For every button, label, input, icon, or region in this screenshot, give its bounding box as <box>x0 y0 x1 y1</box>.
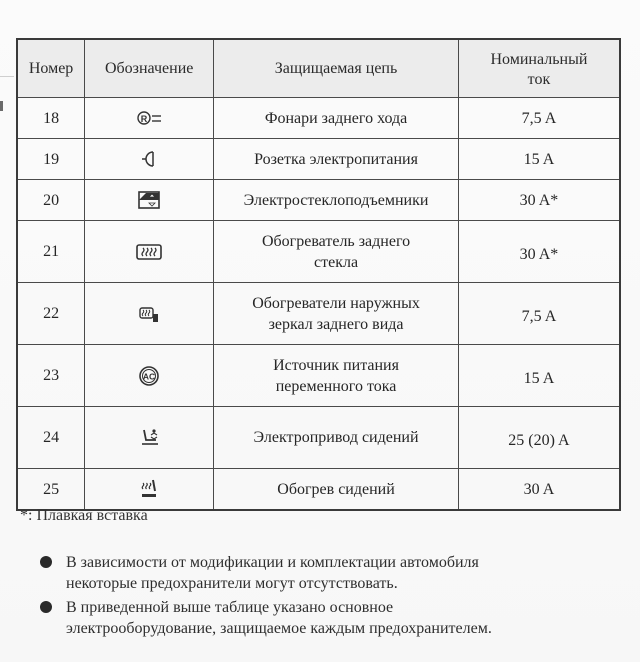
row-number: 20 <box>17 180 85 221</box>
fuse-table <box>16 38 621 511</box>
note-item <box>38 552 628 594</box>
row-number: 18 <box>17 98 85 139</box>
circuit-line1: Обогрев сидений <box>277 480 395 498</box>
footnote: *: Плавкая вставка <box>20 507 148 524</box>
circuit-line1: Фонари заднего хода <box>264 109 408 127</box>
rear-defroster-icon <box>134 240 164 264</box>
note-item <box>38 597 628 639</box>
circuit-line1: Розетка электропитания <box>254 150 418 168</box>
row-circuit <box>214 469 459 511</box>
row-circuit <box>214 345 459 407</box>
power-seat-icon <box>134 426 164 450</box>
svg-text:R: R <box>140 114 148 124</box>
note-line2: некоторые предохранители могут отсутствовать. <box>66 575 398 592</box>
table-row <box>17 180 620 221</box>
header-number: Номер <box>17 39 85 98</box>
row-circuit <box>214 283 459 345</box>
circuit-line2: стекла <box>314 253 359 271</box>
row-symbol <box>85 469 214 511</box>
seat-heater-icon <box>134 477 164 501</box>
table-row <box>17 407 620 469</box>
row-symbol <box>85 139 214 180</box>
header-current <box>458 39 620 98</box>
row-current: 15 A <box>458 139 620 180</box>
row-circuit <box>214 221 459 283</box>
row-current: 30 A* <box>458 221 620 283</box>
row-symbol <box>85 407 214 469</box>
row-current: 30 A* <box>458 180 620 221</box>
row-current: 30 A <box>458 469 620 511</box>
row-current: 7,5 A <box>458 283 620 345</box>
note-line1: В зависимости от модификации и комплектации автомобиля <box>66 554 479 571</box>
row-current: 7,5 A <box>458 98 620 139</box>
power-socket-icon <box>134 147 164 171</box>
row-symbol <box>85 221 214 283</box>
table-row <box>17 221 620 283</box>
row-number: 23 <box>17 345 85 407</box>
circuit-line1: Обогреватель заднего <box>261 232 411 250</box>
power-window-icon <box>134 188 164 212</box>
ac-power-icon <box>134 364 164 388</box>
row-number: 24 <box>17 407 85 469</box>
reverse-lights-icon <box>134 106 164 130</box>
table-row <box>17 345 620 407</box>
circuit-line1: Электропривод сидений <box>253 429 419 446</box>
row-symbol <box>85 98 214 139</box>
header-current-line2: ток <box>527 70 551 88</box>
note-line1: В приведенной выше таблице указано основное <box>66 599 394 616</box>
row-symbol <box>85 180 214 221</box>
row-number: 25 <box>17 469 85 511</box>
bullet-icon <box>40 601 52 613</box>
table-header-row <box>17 39 620 98</box>
table-row <box>17 98 620 139</box>
circuit-line1: Источник питания <box>273 356 399 374</box>
header-circuit: Защищаемая цепь <box>214 39 459 98</box>
row-circuit <box>214 98 459 139</box>
svg-text:AC: AC <box>143 371 156 381</box>
scan-artifact <box>0 76 14 77</box>
bullet-icon <box>40 556 52 568</box>
header-current-line1: Номинальный <box>490 50 588 68</box>
notes-list <box>38 552 628 642</box>
row-symbol <box>85 283 214 345</box>
circuit-line2: переменного тока <box>275 377 397 395</box>
row-number: 22 <box>17 283 85 345</box>
mirror-heater-icon <box>134 302 164 326</box>
header-symbol: Обозначение <box>85 39 214 98</box>
table-row <box>17 283 620 345</box>
row-circuit <box>214 407 459 469</box>
table-row <box>17 139 620 180</box>
row-circuit <box>214 139 459 180</box>
row-number: 21 <box>17 221 85 283</box>
row-current: 15 A <box>458 345 620 407</box>
row-symbol <box>85 345 214 407</box>
note-line2: электрооборудование, защищаемое каждым предохранителем. <box>66 620 492 637</box>
circuit-line1: Обогреватели наружных <box>252 294 420 312</box>
row-circuit <box>214 180 459 221</box>
circuit-line1: Электростеклоподъемники <box>243 191 429 209</box>
row-number: 19 <box>17 139 85 180</box>
row-current: 25 (20) A <box>458 407 620 469</box>
scan-artifact-mark <box>0 101 3 111</box>
circuit-line2: зеркал заднего вида <box>268 315 404 333</box>
table-row <box>17 469 620 511</box>
